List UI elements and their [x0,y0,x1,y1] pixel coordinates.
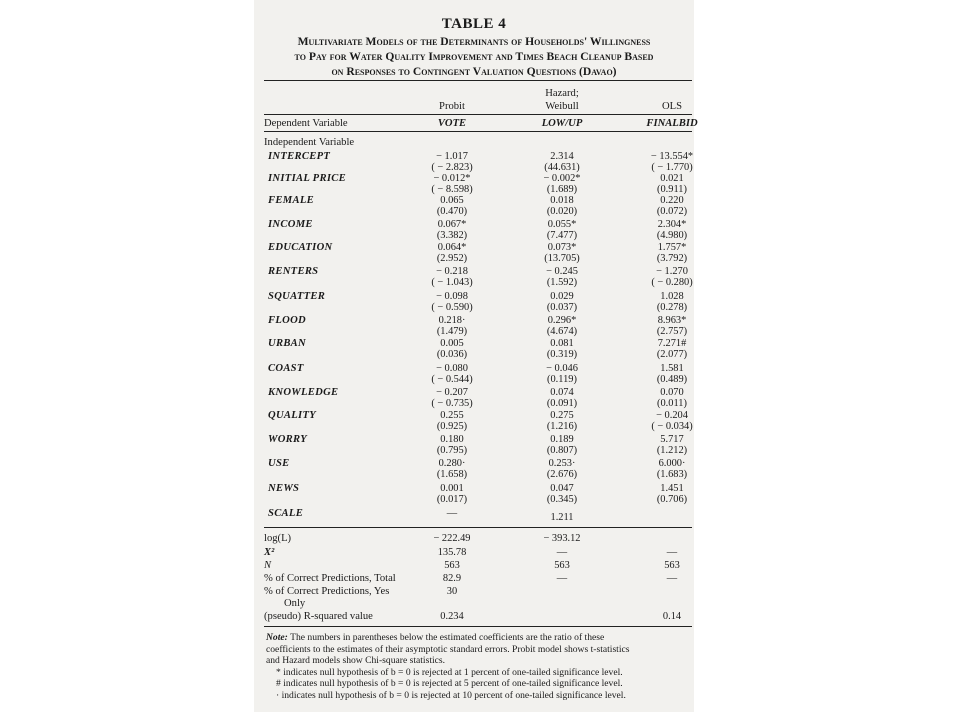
stat-probit: 563 [444,560,460,571]
stat-weibull: 563 [554,560,570,571]
variable-name: EDUCATION [268,242,333,253]
coef-ols: 7.271# [657,338,687,349]
stat-label: X² [264,547,275,558]
tstat-weibull: (1.592) [546,277,578,288]
tstat-weibull: (0.091) [546,398,578,409]
coef-probit: 0.218· [438,315,466,326]
tstat-ols: (0.489) [656,374,688,385]
dependent-rule [264,131,692,132]
coef-weibull: 2.314 [550,151,574,162]
tstat-probit: (0.036) [436,349,468,360]
variable-name: COAST [268,363,304,374]
tstat-weibull: (0.807) [546,445,578,456]
coef-weibull: 1.211 [550,512,574,523]
independent-variable-label: Independent Variable [264,137,355,148]
tstat-weibull: (1.216) [546,421,578,432]
coef-probit: 0.280· [438,458,466,469]
tstat-ols: ( − 1.770) [651,162,693,173]
table-number: TABLE 4 [441,16,507,32]
variable-name: SCALE [268,508,304,519]
stat-ols: 0.14 [662,611,682,622]
tstat-weibull: (0.319) [546,349,578,360]
stat-label: N [264,560,272,571]
tstat-ols: (4.980) [656,230,688,241]
tstat-probit: (0.925) [436,421,468,432]
variable-name: KNOWLEDGE [268,387,339,398]
stat-weibull: − 393.12 [543,533,581,544]
note-lead: Note: [266,632,288,643]
tstat-weibull: (0.345) [546,494,578,505]
tstat-ols: (1.683) [656,469,688,480]
tstat-ols: (0.911) [657,184,687,195]
tstat-weibull: (0.020) [546,206,578,217]
coef-weibull: 0.055* [547,219,577,230]
coef-weibull: 0.275 [550,410,574,421]
tstat-ols: ( − 0.034) [651,421,693,432]
stat-ols: — [666,573,678,584]
note-line: # indicates null hypothesis of b = 0 is rejected at 5 percent of one-tailed significance level. [276,678,623,690]
stats-rule [264,527,692,528]
coef-probit: 0.005 [440,338,464,349]
note-line: * indicates null hypothesis of b = 0 is rejected at 1 percent of one-tailed significance level. [276,666,623,678]
tstat-probit: (3.382) [436,230,468,241]
tstat-probit: ( − 8.598) [431,184,473,195]
tstat-ols: ( − 0.280) [651,277,693,288]
variable-name: WORRY [268,434,307,445]
stat-ols: — [666,547,678,558]
tstat-probit: (0.795) [436,445,468,456]
tstat-ols: (0.706) [656,494,688,505]
caption-line: to Pay for Water Quality Improvement and Times Beach Cleanup Based [294,50,654,63]
stat-label: % of Correct Predictions, Total [264,573,396,584]
stat-label: log(L) [264,533,292,544]
tstat-weibull: (4.674) [546,326,578,337]
caption-line: Multivariate Models of the Determinants of Households' Willingness [297,35,651,48]
tstat-probit: ( − 2.823) [431,162,473,173]
stat-probit: 30 [446,586,458,597]
tstat-ols: (2.757) [656,326,688,337]
coef-weibull: 0.189 [550,434,574,445]
variable-name: NEWS [268,483,300,494]
coef-ols: 0.220 [660,195,684,206]
tstat-weibull: (13.705) [544,253,580,264]
coef-weibull: 0.018 [550,195,574,206]
dependent-value-probit: VOTE [437,118,467,129]
coef-ols: 5.717 [660,434,684,445]
caption-line: on Responses to Contingent Valuation Questions (Davao) [331,65,617,78]
tstat-probit: (1.479) [436,326,468,337]
stat-ols: 563 [664,560,680,571]
coef-weibull: 0.253· [548,458,576,469]
coef-ols: − 0.204 [656,410,688,421]
variable-name: QUALITY [268,410,317,421]
variable-name: FLOOD [268,315,306,326]
coef-weibull: − 0.245 [546,266,578,277]
coef-probit: 0.001 [440,483,464,494]
tstat-probit: (1.658) [436,469,468,480]
stat-probit: − 222.49 [433,533,471,544]
stat-probit: 82.9 [442,573,462,584]
coef-probit: − 0.080 [436,363,468,374]
tstat-weibull: (0.037) [546,302,578,313]
coef-ols: 1.028 [660,291,684,302]
coef-weibull: − 0.002* [543,173,581,184]
variable-name: USE [268,458,290,469]
tstat-weibull: (0.119) [547,374,577,385]
tstat-weibull: (2.676) [546,469,578,480]
coef-ols: − 13.554* [650,151,694,162]
note-line: and Hazard models show Chi-square statistics. [266,655,446,667]
tstat-probit: ( − 0.590) [431,302,473,313]
coef-probit: − 0.218 [436,266,468,277]
coef-ols: 1.451 [660,483,684,494]
column-header-weibull: Weibull [545,101,579,112]
tstat-ols: (1.212) [656,445,688,456]
dependent-value-weibull: LOW/UP [541,118,583,129]
dependent-value-ols: FINALBID [646,118,698,129]
tstat-probit: (0.470) [436,206,468,217]
bottom-rule [264,626,692,627]
variable-name: FEMALE [268,195,314,206]
tstat-ols: (0.011) [657,398,687,409]
coef-ols: 8.963* [657,315,687,326]
coef-ols: 0.021 [660,173,684,184]
tstat-probit: ( − 0.735) [431,398,473,409]
variable-name: INITIAL PRICE [268,173,346,184]
coef-weibull: 0.047 [550,483,574,494]
coef-weibull: 0.074 [550,387,574,398]
stat-label: % of Correct Predictions, Yes [264,586,390,597]
tstat-weibull: (1.689) [546,184,578,195]
note-line: coefficients to the estimates of their asymptotic standard errors. Probit model shows t-statistics [266,643,630,655]
note-line [266,632,686,644]
coef-weibull: − 0.046 [546,363,578,374]
table-notes [266,632,686,702]
note-text: The numbers in parentheses below the estimated coefficients are the ratio of these [290,632,605,643]
tstat-ols: (2.077) [656,349,688,360]
column-header-probit: Probit [439,101,465,112]
tstat-weibull: (44.631) [544,162,580,173]
dependent-variable-label: Dependent Variable [264,118,348,129]
tstat-weibull: (7.477) [546,230,578,241]
column-header-ols: OLS [661,101,682,112]
coef-probit: 0.180 [440,434,464,445]
coef-weibull: 0.029 [550,291,574,302]
coef-ols: 0.070 [660,387,684,398]
variable-name: RENTERS [268,266,319,277]
coef-ols: 6.000· [658,458,686,469]
tstat-probit: ( − 1.043) [431,277,473,288]
coef-probit: − 0.098 [436,291,468,302]
tstat-probit: ( − 0.544) [431,374,473,385]
tstat-probit: (2.952) [436,253,468,264]
coef-ols: 1.581 [660,363,684,374]
tstat-ols: (3.792) [656,253,688,264]
coef-probit: 0.064* [437,242,467,253]
coef-weibull: 0.073* [547,242,577,253]
coef-probit: − 0.012* [433,173,471,184]
note-line: · indicates null hypothesis of b = 0 is rejected at 10 percent of one-tailed significance level. [276,689,626,701]
stat-probit: 0.234 [440,611,464,622]
variable-name: URBAN [268,338,306,349]
coef-ols: − 1.270 [656,266,688,277]
tstat-ols: (0.278) [656,302,688,313]
coef-probit: 0.255 [440,410,464,421]
coef-probit: — [446,508,458,519]
table-caption [254,34,694,79]
top-rule [264,80,692,81]
coef-probit: − 0.207 [436,387,468,398]
stat-weibull: — [556,573,568,584]
variable-name: INTERCEPT [268,151,331,162]
coef-ols: 2.304* [657,219,687,230]
coef-weibull: 0.081 [550,338,574,349]
coef-probit: 0.067* [437,219,467,230]
tstat-probit: (0.017) [436,494,468,505]
coef-probit: − 1.017 [436,151,468,162]
stat-label: (pseudo) R-squared value [264,611,373,622]
coef-probit: 0.065 [440,195,464,206]
variable-name: SQUATTER [268,291,326,302]
coef-ols: 1.757* [657,242,687,253]
header-rule [264,114,692,115]
tstat-ols: (0.072) [656,206,688,217]
column-header-line1: Hazard; [545,88,579,99]
coef-weibull: 0.296* [547,315,577,326]
stat-weibull: — [556,547,568,558]
scanned-table-page [254,0,698,712]
variable-name: INCOME [268,219,313,230]
stat-probit: 135.78 [437,547,467,558]
stat-label: Only [284,598,306,609]
